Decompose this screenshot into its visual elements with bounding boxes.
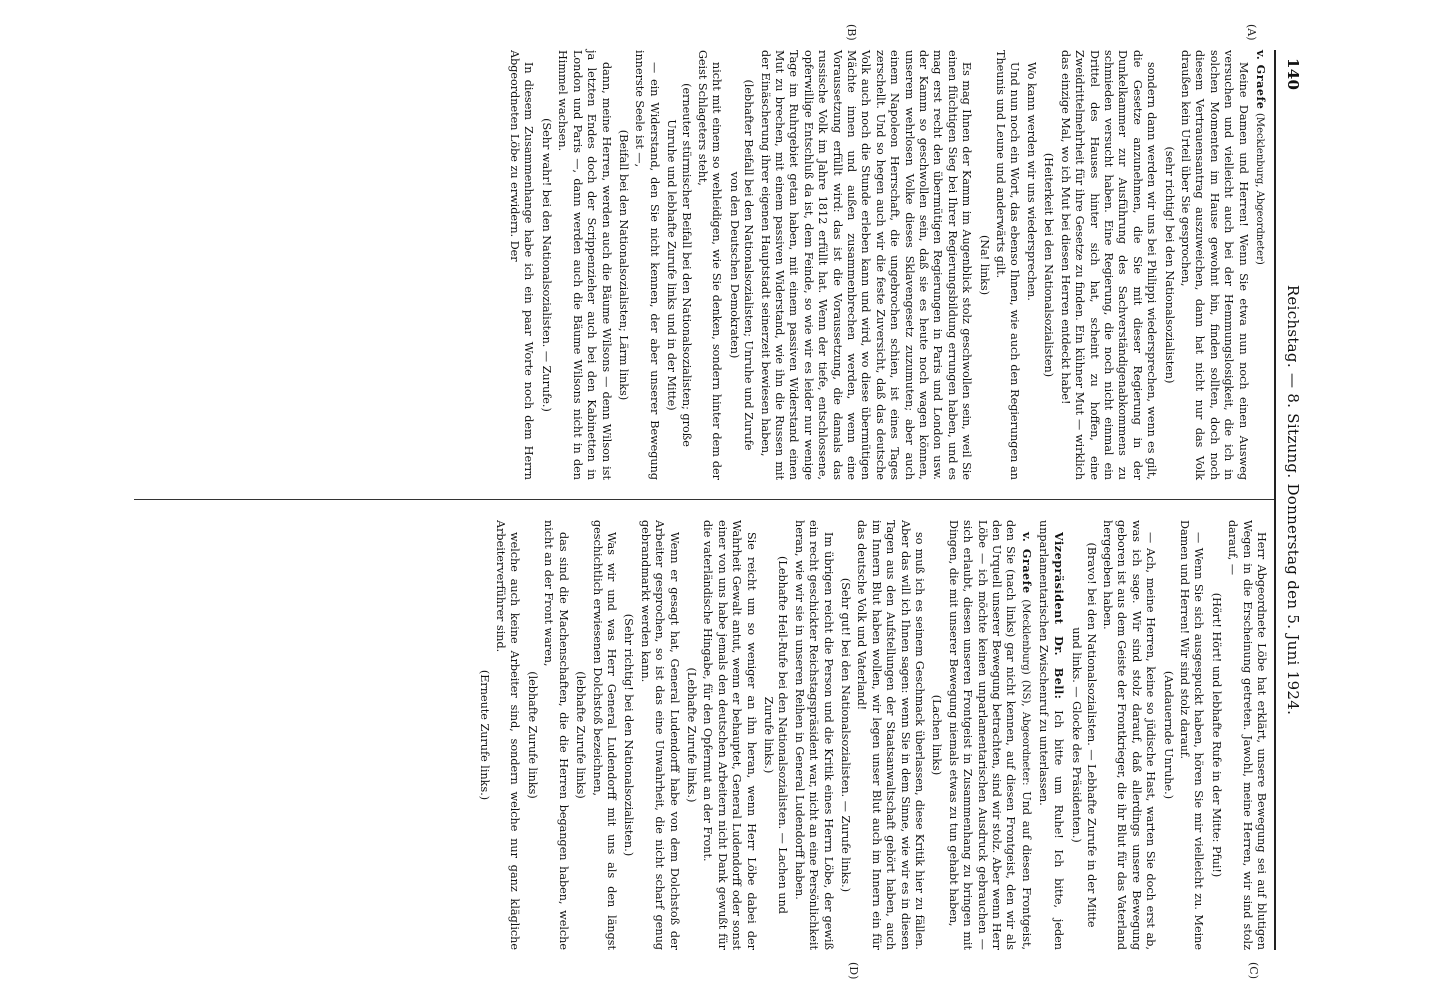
interjection: (Andauernde Unruhe.) [1161, 670, 1175, 800]
speaker-note: (Mecklenburg) (NS), Abgeordneter: [1019, 599, 1031, 786]
speech-paragraph [1036, 520, 1066, 950]
margin-marker-a: (A) [1245, 24, 1258, 41]
speech-paragraph: Herr Abgeordnete Löbe hat erklärt, unsere Bewegung sei auf blutigen Wegen in die Erscheinung getreten. Jawohl, meine Herren, wir sind stolz darauf, — [1226, 520, 1268, 950]
speech-paragraph: — ein Widerstand, den Sie nicht kennen, der aber unserer Bewegung innerste Seele ist —, [633, 50, 661, 480]
speech-paragraph [945, 520, 1033, 950]
interjection: (Lebhafte Zurufe links.) [684, 667, 698, 803]
speech-paragraph: sondern dann werden wir uns bei Philippi wiedersprechen, wenn es gilt, die Gesetze anzunehmen, die Sie mit dieser Regierung in der Dunkelkammer zur Ausführung des Sachverständigenabkommens zu schmieden versucht haben. Eine Regierung, die noch nicht einmal ein Drittel des Hauses hinter sich hat, scheint zu hoffen, eine Zweidrittelmehrheit für ihre Gesetze zu finden. Ein kühner Mut — wirklich das einzige Mal, wo ich Mut bei diesen Herren entdeckt habe! [1058, 50, 1159, 480]
interjection: (lebhafter Beifall bei den Nationalsozialisten; Unruhe und Zurufe von den Deutschen Demokraten) [727, 79, 756, 451]
speaker-name: v. Graefe [1254, 50, 1268, 110]
speech-text: Ich bitte um Ruhe! Ich bitte, jeden unparlamentarischen Zwischenruf zu unterlassen. [1037, 520, 1065, 950]
page-number: 140 [1284, 58, 1302, 91]
speech-paragraph: Im übrigen reicht die Person und die Kritik eines Herrn Löbe, der gewiß ein recht geschickter Reichstagspräsident war, nicht an eine Persönlichkeit heran, wie wir sie in unseren Reihen in General Ludendorff haben. [792, 520, 835, 950]
page-header [1278, 50, 1304, 950]
speech-text: Und auf diesen Frontgeist, den Sie (nach links) gar nicht kennen, auf diesen Frontgeist, den wir als den Urquell unserer Bewegung betrachten, sind wir stolz. Aber wenn Herr Löbe — ich möchte keinen unparlamentarischen Ausdruck gebrauchen — sich erlaubt, diesen unseren Frontgeist in Zusammenhang zu bringen mit Dingen, die mit unserer Bewegung niemals etwas zu tun gehabt haben, [946, 520, 1033, 951]
column-divider [134, 499, 1274, 500]
interjection: (Sehr richtig! bei den Nationalsozialisten.) [622, 613, 636, 857]
interjection: (Na! links) [977, 234, 991, 296]
speech-paragraph: welche auch keine Arbeiter sind, sondern welche nur ganz klägliche Arbeiterverführer sind. [494, 520, 522, 950]
page-body [134, 24, 1304, 980]
speech-paragraph: so muß ich es seinem Geschmack überlassen, diese Kritik hier zu fällen. Aber das will ich Ihnen sagen: wenn Sie in dem Sinne, wie wir es in diesen Tagen aus den Aufstellungen der Staatsanwaltschaft gehört haben, auch im Innern Blut haben wollen, wir legen unser Blut auch im Innern ein für das deutsche Volk und Vaterland! [855, 520, 927, 950]
interjection: (lebhafte Zurufe links) [574, 671, 588, 799]
speech-paragraph: — Wenn Sie sich ausgespuckt haben, hören Sie mir vielleicht zu. Meine Damen und Herren! Wir sind stolz darauf. [1177, 520, 1206, 950]
interjection: (sehr richtig! bei den Nationalsozialisten) [1162, 146, 1176, 384]
speech-paragraph: Wo kann werden wir uns wiedersprechen. [1024, 62, 1038, 301]
speech-paragraph [1252, 50, 1268, 480]
speech-paragraph: Sie reicht um so weniger an ihn heran, wenn Herr Löbe dabei der Wahrheit Gewalt antut, wenn er behauptet, General Ludendorff oder sonst einer von uns habe jemals den deutschen Arbeitern nicht Dank gewußt für die vaterländische Hingabe, für den Opfermut an der Front. [701, 520, 758, 950]
speech-paragraph: nicht mit einem so wehleidigen, wie Sie denken, sondern hinter dem der Geist Schlageters steht, [695, 50, 724, 480]
speech-paragraph: — Ach, meine Herren, keine so jüdische Hast, warten Sie doch erst ab, was ich sage. Wir sind stolz darauf, daß allerdings unsere Bewegung geboren ist aus dem Geiste der Frontkrieger, die ihr Blut für das Vaterland hergegeben haben. [1100, 520, 1158, 950]
interjection: (lebhafte Zurufe links) [525, 671, 539, 799]
speech-paragraph: Was wir und was Herr General Ludendorff mit uns als den längst geschichtlich erwiesenen Dolchstoß bezeichnen, [590, 520, 618, 950]
interjection: (Hört! Hört! und lebhafte Rufe in der Mitte: Pfui!) [1209, 592, 1223, 878]
speaker-name: Vizepräsident Dr. Bell: [1051, 532, 1066, 700]
interjection: (Beifall bei den Nationalsozialisten; Lärm links) [616, 129, 630, 401]
speech-paragraph: das sind die Machenschaften, die die Herren begangen haben, welche nicht an der Front waren, [542, 520, 570, 950]
speaker-note: (Mecklenburg, Abgeordneter) [1254, 112, 1265, 265]
running-head: Reichstag. — 8. Sitzung. Donnerstag den 5. Juni 1924. [1284, 284, 1302, 716]
speaker-name: v. Graefe [1019, 532, 1034, 594]
interjection: (Sehr gut! bei den Nationalsozialisten. — Zurufe links.) [839, 577, 853, 893]
margin-marker-d: (D) [847, 962, 860, 980]
speech-paragraph: In diesem Zusammenhange habe ich ein paar Worte noch dem Herrn Abgeordneten Löbe zu erwidern. Der [508, 50, 536, 480]
interjection: (Bravo! bei den Nationalsozialisten. — Lebhafte Zurufe in der Mitte und links. — Glocke des Präsidenten.) [1070, 542, 1098, 928]
interjection: (Heiterkeit bei den Nationalsozialisten) [1042, 152, 1056, 378]
right-column [473, 520, 1268, 950]
speech-paragraph: Es mag Ihnen der Kamm im Augenblick stolz geschwollen sein, weil Sie einen flüchtigen Sieg bei Ihrer Regierungsbildung errungen haben, und es mag erst recht den übermütigen Regierungen in Paris und London usw. der Kamm so geschwollen sein, daß sie es heute noch wagen können, unserem wehrlosen Volke dieses Sklavengesetz zuzumuten; aber auch einem Napoleon Herrschaft, die ungebrochen schien, ist eines Tages zerschellt. Und so hegen auch wir die feste Zuversicht, daß das deutsche Volk auch noch die Stunde erleben kann und wird, wo diese übermütigen Mächte innen und außen zusammenbrechen werden, wenn eine Voraussetzung erfüllt wird: das ist die Voraussetzung, die damals das russische Volk im Jahre 1812 erfüllt hat. Wenn der tiefe, entschlossene, opferwillige Entschluß da ist, dem Feinde, so wie wir es leider nur wenige Tage im Ruhrgebiet getan haben, mit einem passiven Widerstand einen Mut zu brechen, mit einem passiven Widerstand, wie ihn die Russen mit der Einäscherung ihrer eigenen Hauptstadt seinerzeit bewiesen haben, [758, 50, 974, 480]
interjection: (Erneute Zurufe links.) [477, 669, 491, 801]
speech-paragraph: Wenn er gesagt hat, General Ludendorff habe von dem Dolchstoß der Arbeiter gesprochen, so ist das eine Unwahrheit, die nicht scharf genug gebrandmarkt werden kann. [638, 520, 681, 950]
header-rule [1274, 50, 1276, 950]
margin-marker-b: (B) [845, 24, 858, 41]
interjection: (Sehr wahr! bei den Nationalsozialisten. — Zurufe.) [539, 118, 553, 412]
speech-paragraph: dann, meine Herren, werden auch die Bäume Wilsons — denn Wilson ist ja letzten Endes doch der Scrippenzieher auch bei den Kabinetten in London und Paris —, dann werden auch die Bäume Wilsons nicht in den Himmel wachsen. [556, 50, 613, 480]
speech-paragraph: Meine Damen und Herren! Wenn Sie etwa nun noch einen Ausweg versuchen und vielleicht auch bei der Hemmungslosigkeit, die ich in solchen Momenten im Hause gewohnt bin, finden sollten, doch noch diesem Vertrauensantrag auszuweichen, dann hat nicht nur das Volk draußen kein Urteil über Sie gesprochen, [1178, 50, 1250, 480]
margin-marker-c: (C) [1247, 962, 1260, 979]
interjection: (Lebhafte Heil-Rufe bei den Nationalsozialisten. — Lachen und Zurufe links.) [762, 556, 790, 914]
interjection: (erneuter stürmischer Beifall bei den Nationalsozialisten; große Unruhe und lebhafte Zurufe links und in der Mitte) [665, 83, 693, 447]
interjection: (Lachen links) [930, 694, 944, 776]
left-column [505, 50, 1268, 480]
speech-paragraph: Und nun noch ein Wort, das ebenso Ihnen, wie auch den Regierungen an Theunis und Leune und anderwärts gilt. [994, 50, 1022, 480]
